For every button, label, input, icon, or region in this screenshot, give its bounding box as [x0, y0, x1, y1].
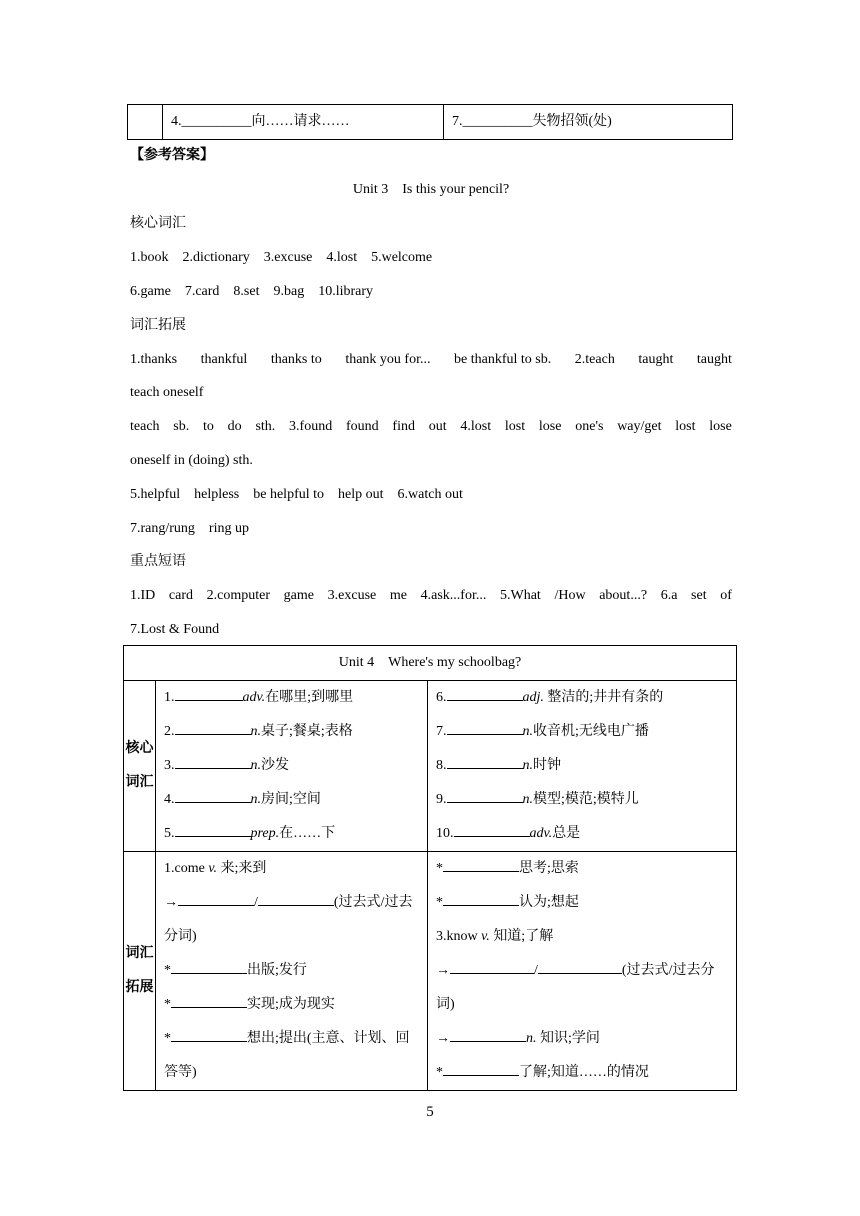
- core-line-1: 1.book 2.dictionary 3.excuse 4.lost 5.welcome: [130, 250, 433, 265]
- exp-left-line-5: * 实现;成为现实: [156, 988, 427, 1022]
- core-vocab-right: [428, 681, 737, 852]
- answers-heading: 【参考答案】: [130, 148, 214, 163]
- core-item-1: 1. adv.在哪里;到哪里: [156, 681, 427, 715]
- phrase-line-1: 1.ID card 2.computer game 3.excuse me 4.ask...for... 5.What /How about...? 6.a set of: [130, 588, 732, 603]
- exp-left-line-2: → / (过去式/过去: [156, 886, 427, 920]
- exp-right-line-3: 3.know v. 知道;了解: [436, 929, 554, 944]
- exp-left-line-1: 1.come v. 来;来到: [164, 861, 267, 876]
- core-item-8: 8. n.时钟: [428, 749, 736, 783]
- core-vocab-label: 核心词汇: [130, 216, 186, 231]
- top-table-empty-cell: [128, 105, 163, 140]
- expand-vocab-right: [428, 852, 737, 1091]
- expand-label: 词汇拓展: [130, 318, 186, 333]
- exp-right-line-2: * 认为;想起: [428, 886, 736, 920]
- core-item-9: 9. n.模型;模范;模特儿: [428, 783, 736, 817]
- unit4-table: [123, 645, 737, 1091]
- exp-left-line-7: 答等): [164, 1065, 197, 1080]
- expand-line-6: 7.rang/rung ring up: [130, 521, 249, 536]
- top-table-right-cell: 7.__________失物招领(处): [444, 105, 733, 140]
- exp-right-line-1: * 思考;思索: [428, 852, 736, 886]
- top-table: [127, 104, 733, 140]
- core-item-2: 2. n.桌子;餐桌;表格: [156, 715, 427, 749]
- core-item-4: 4. n.房间;空间: [156, 783, 427, 817]
- exp-right-line-4: → / (过去式/过去分: [428, 954, 736, 988]
- unit4-title: Unit 4 Where's my schoolbag?: [124, 646, 737, 681]
- core-item-10: 10. adv.总是: [428, 817, 736, 851]
- exp-left-line-6: * 想出;提出(主意、计划、回: [156, 1022, 427, 1056]
- exp-left-line-4: * 出版;发行: [156, 954, 427, 988]
- exp-right-line-5: 词): [436, 997, 455, 1012]
- core-item-7: 7. n.收音机;无线电广播: [428, 715, 736, 749]
- page-number: 5: [426, 1104, 434, 1120]
- core-line-2: 6.game 7.card 8.set 9.bag 10.library: [130, 284, 374, 299]
- expand-line-3: teach sb. to do sth. 3.found found find out 4.lost lost lose one's way/get lost lose: [130, 419, 732, 434]
- expand-vocab-header: 词汇 拓展: [124, 852, 156, 1091]
- expand-line-4: oneself in (doing) sth.: [130, 453, 253, 468]
- exp-left-line-3: 分词): [164, 929, 197, 944]
- core-item-6: 6. adj. 整洁的;井井有条的: [428, 681, 736, 715]
- exp-right-line-6: → n. 知识;学问: [428, 1022, 736, 1056]
- core-vocab-header: 核心 词汇: [124, 681, 156, 852]
- core-item-3: 3. n.沙发: [156, 749, 427, 783]
- expand-line-2: teach oneself: [130, 385, 204, 400]
- phrase-line-2: 7.Lost & Found: [130, 622, 220, 637]
- expand-line-1: 1.thanks thankful thanks to thank you for... be thankful to sb. 2.teach taught taught: [130, 352, 732, 367]
- top-table-left-cell: 4.__________向……请求……: [163, 105, 444, 140]
- exp-right-line-7: * 了解;知道……的情况: [428, 1056, 736, 1090]
- expand-vocab-left: [156, 852, 428, 1091]
- expand-line-5: 5.helpful helpless be helpful to help out 6.watch out: [130, 487, 463, 502]
- phrase-label: 重点短语: [130, 554, 186, 569]
- unit3-title: Unit 3 Is this your pencil?: [352, 182, 510, 197]
- core-item-5: 5. prep.在……下: [156, 817, 427, 851]
- core-vocab-left: [156, 681, 428, 852]
